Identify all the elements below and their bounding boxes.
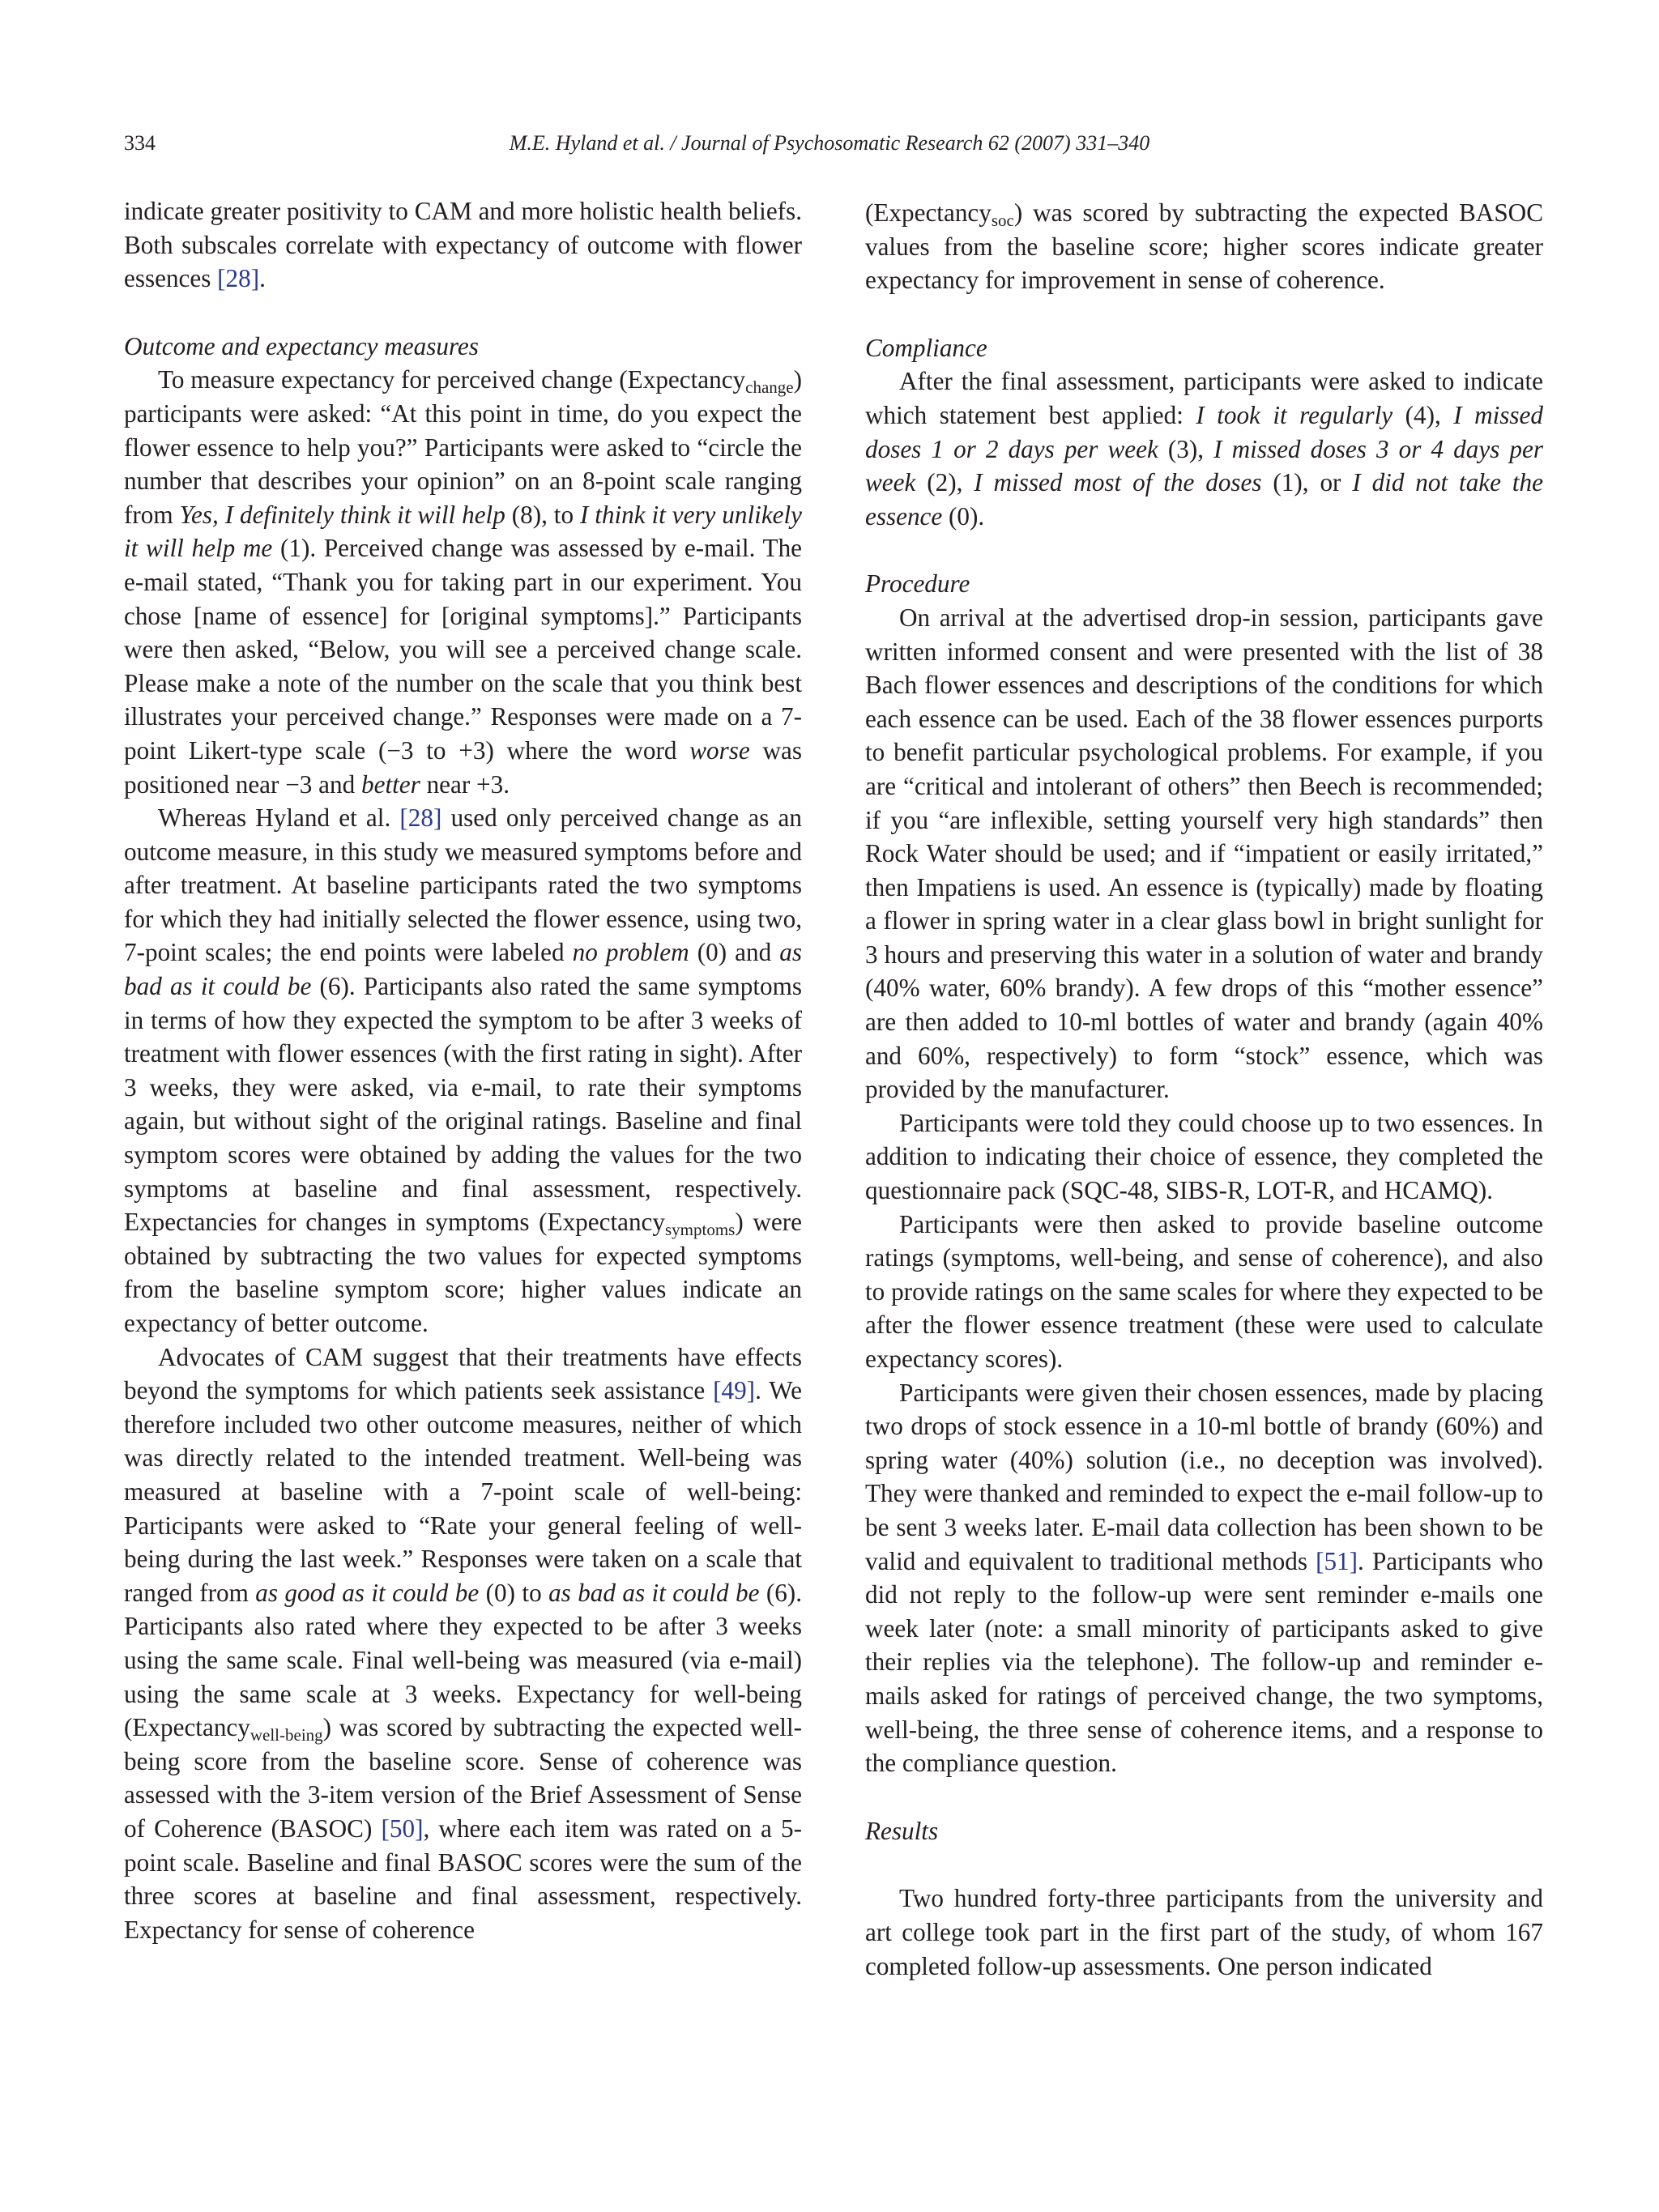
section-heading-compliance: Compliance (865, 333, 987, 362)
paragraph: After the final assessment, participants were asked to indicate which statement best applied: I took it regularly (4), I missed doses 1 or 2 days per week (3), I missed doses 3 or 4 days per week (2), I missed most of the doses (1), or I did not take the essence (0). (865, 367, 1543, 531)
spacer (865, 1848, 1543, 1882)
paragraph: Participants were told they could choose up to two essences. In addition to indicating their choice of essence, they completed the questionnaire pack (SQC-48, SIBS-R, LOT-R, and HCAMQ). (865, 1108, 1543, 1205)
citation-link[interactable]: [50] (381, 1813, 424, 1843)
citation-link[interactable]: [28] (399, 803, 442, 833)
paragraph: (Expectancy$_{soc}$) was scored by subtracting the expected BASOC values from the baseline score; higher scores indicate greater expectancy for improvement in sense of coherence. (865, 198, 1543, 295)
running-title: M.E. Hyland et al. / Journal of Psychosomatic Research 62 (2007) 331–340 (509, 131, 1150, 155)
page-number: 334 (124, 131, 156, 155)
section-heading-outcome: Outcome and expectancy measures (124, 331, 479, 360)
citation-link[interactable]: [51] (1316, 1546, 1358, 1575)
paragraph: Participants were given their chosen essences, made by placing two drops of stock essence in a 10-ml bottle of brandy (60%) and spring water (40%) solution (i.e., no deception was involved). They were thanked and reminded to expect the e-mail follow-up to be sent 3 weeks later. E-mail data collection has been shown to be valid and equivalent to traditional methods [51]. Participants who did not reply to the follow-up were sent reminder e-mails one week later (note: a small minority of participants asked to give their replies via the telephone). The follow-up and reminder e-mails asked for ratings of perceived change, the two symptoms, well-being, the three sense of coherence items, and a response to the compliance question. (865, 1378, 1543, 1778)
paragraph: On arrival at the advertised drop-in session, participants gave written informed consent and were presented with the list of 38 Bach flower essences and descriptions of the conditions for which each essence can be used. Each of the 38 flower essences purports to benefit particular psychological problems. For example, if you are “critical and intolerant of others” then Beech is recommended; if you “are inflexible, setting yourself very high standards” then Rock Water should be used; and if “impatient or easily irritated,” then Impatiens is used. An essence is (typically) made by floating a flower in spring water in a clear glass bowl in bright sunlight for 3 hours and preserving this water in a solution of water and brandy (40% water, 60% brandy). A few drops of this “mother essence” are then added to 10-ml bottles of water and brandy (again 40% and 60%, respectively) to form “stock” essence, which was provided by the manufacturer. (865, 603, 1543, 1104)
paragraph: Participants were then asked to provide baseline outcome ratings (symptoms, well-being, and sense of coherence), and also to provide ratings on the same scales for where they expected to be after the flower essence treatment (these were used to calculate expectancy scores). (865, 1209, 1543, 1373)
page-header (0, 131, 1659, 167)
paragraph: Whereas Hyland et al. [28] used only perceived change as an outcome measure, in this study we measured symptoms before and after treatment. At baseline participants rated the two symptoms for which they had initially selected the flower essence, using two, 7-point scales; the end points were labeled no problem (0) and as bad as it could be (6). Participants also rated the same symptoms in terms of how they expected the symptom to be after 3 weeks of treatment with flower essences (with the first rating in sight). After 3 weeks, they were asked, via e-mail, to rate their symptoms again, but without sight of the original ratings. Baseline and final symptom scores were obtained by adding the values for the two symptoms at baseline and final assessment, respectively. Expectancies for changes in symptoms (Expectancy$_{symptoms}$) were obtained by subtracting the two values for expected symptoms from the baseline symptom score; higher values indicate an expectancy of better outcome. (124, 803, 802, 1337)
citation-link[interactable]: [49] (713, 1376, 756, 1405)
paragraph: To measure expectancy for perceived change (Expectancy$_{change}$) participants were asked: “At this point in time, do you expect the flower essence to help you?” Participants were asked to “circle the number that describes your opinion” on an 8-point scale ranging from Yes, I definitely think it will help (8), to I think it very unlikely it will help me (1). Perceived change was assessed by e-mail. The e-mail stated, “Thank you for taking part in our experiment. You chose [name of essence] for [original symptoms].” Participants were then asked, “Below, you will see a perceived change scale. Please make a note of the number on the scale that you think best illustrates your perceived change.” Responses were made on a 7-point Likert-type scale (−3 to +3) where the word worse was positioned near −3 and better near +3. (124, 365, 803, 799)
paragraph: Two hundred forty-three participants from the university and art college took part in the first part of the study, of whom 167 completed follow-up assessments. One person indicated (865, 1884, 1543, 1980)
right-column (865, 196, 1543, 1983)
section-heading-results: Results (865, 1816, 939, 1845)
paragraph: Advocates of CAM suggest that their treatments have effects beyond the symptoms for which patients seek assistance [49]. We therefore included two other outcome measures, neither of which was directly related to the intended treatment. Well-being was measured at baseline with a 7-point scale of well-being: Participants were asked to “Rate your general feeling of well-being during the last week.” Responses were taken on a scale that ranged from as good as it could be (0) to as bad as it could be (6). Participants also rated where they expected to be after 3 weeks using the same scale. Final well-being was measured (via e-mail) using the same scale at 3 weeks. Expectancy for well-being (Expectancy$_{well-being}$) was scored by subtracting the expected well-being score from the baseline score. Sense of coherence was assessed with the 3-item version of the Brief Assessment of Sense of Coherence (BASOC) [50], where each item was rated on a 5-point scale. Baseline and final BASOC scores were the sum of the three scores at baseline and final assessment, respectively. Expectancy for sense of coherence (124, 1342, 802, 1944)
citation-link[interactable]: [28] (217, 264, 260, 293)
paragraph: indicate greater positivity to CAM and more holistic health beliefs. Both subscales correlate with expectancy of outcome with flower essences [28]. (124, 197, 802, 293)
left-column (124, 194, 802, 1946)
section-heading-procedure: Procedure (865, 569, 970, 599)
